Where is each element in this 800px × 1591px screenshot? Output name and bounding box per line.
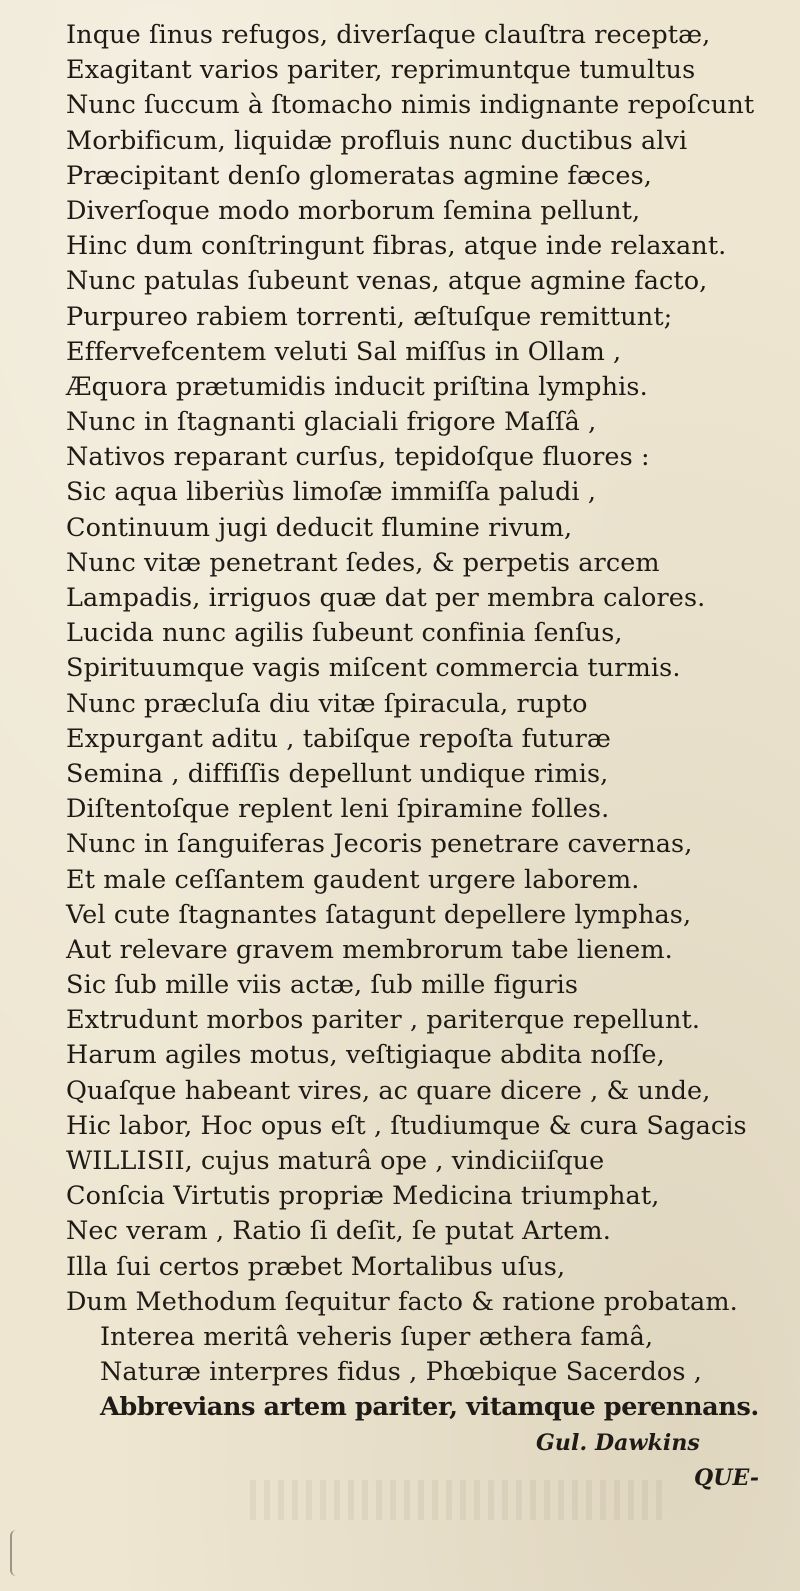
poem-line-8: Nunc patulas ſubeunt venas, atque agmine facto, (66, 266, 708, 297)
poem-line-6: Diverſoque modo morborum ſemina pellunt, (66, 195, 641, 226)
poem-line-26: Vel cute ſtagnantes ſatagunt depellere lymphas, (66, 899, 692, 930)
poem-line-17: Lampadis, irriguos quæ dat per membra calores. (66, 583, 706, 613)
poem-line-37: Dum Methodum ſequitur facto & ratione probatam. (66, 1286, 738, 1317)
poem-line-24: Nunc in ſanguiferas Jecoris penetrare cavernas, (66, 829, 693, 860)
catchword: QUE- (694, 1464, 760, 1491)
poem-text (66, 18, 786, 1496)
poem-line-9: Purpureo rabiem torrenti, æſtuſque remittunt; (66, 301, 673, 332)
poem-line-16: Nunc vitæ penetrant ſedes, & perpetis arcem (66, 547, 660, 578)
poem-line-38: Interea meritâ veheris ſuper æthera famâ, (100, 1321, 654, 1352)
poem-line-35: Nec veram , Ratio ſi deſit, ſe putat Artem. (66, 1216, 611, 1247)
poem-line-33: WILLISII, cujus maturâ ope , vindiciiſque (66, 1146, 605, 1176)
poem-line-23: Diſtentoſque replent leni ſpiramine folles. (66, 794, 610, 825)
poem-line-5: Præcipitant denſo glomeratas agmine fæces, (66, 160, 652, 191)
poem-line-21: Expurgant aditu , tabiſque repoſta futuræ (66, 723, 611, 754)
poem-line-10: Effervefcentem veluti Sal miſſus in Ollam , (66, 336, 622, 367)
poem-line-3: Nunc ſuccum à ſtomacho nimis indignante repoſcunt (66, 90, 755, 121)
poem-line-28: Sic ſub mille viis actæ, ſub mille figuris (66, 970, 579, 1001)
poem-line-25: Et male ceſſantem gaudent urgere laborem. (66, 864, 640, 895)
poem-line-36: Illa ſui certos præbet Mortalibus uſus, (66, 1251, 566, 1282)
poem-line-31: Quaſque habeant vires, ac quare dicere , & unde, (66, 1075, 711, 1106)
poem-line-12: Nunc in ſtagnanti glaciali frigore Maſſâ , (66, 407, 597, 438)
poem-line-19: Spirituumque vagis miſcent commercia turmis. (66, 653, 681, 684)
poem-line-1: Inque ſinus refugos, diverſaque clauſtra receptæ, (66, 20, 711, 50)
poem-line-7: Hinc dum conſtringunt fibras, atque inde relaxant. (66, 231, 727, 262)
poem-line-39: Naturæ interpres fidus , Phœbique Sacerdos , (100, 1357, 702, 1388)
poem-line-34: Conſcia Virtutis propriæ Medicina triumphat, (66, 1181, 660, 1212)
poem-line-14: Sic aqua liberiùs limoſæ immiſſa paludi , (66, 477, 597, 508)
poem-line-27: Aut relevare gravem membrorum tabe lienem. (66, 934, 673, 965)
poem-line-20: Nunc præcluſa diu vitæ ſpiracula, rupto (66, 688, 588, 719)
poem-line-22: Semina , diffiſſis depellunt undique rimis, (66, 758, 609, 789)
poem-line-11: Æquora prætumidis inducit priſtina lymphis. (66, 371, 648, 402)
author-signature: Gul. Dawkins (536, 1429, 700, 1456)
poem-line-18: Lucida nunc agilis ſubeunt confinia ſenſus, (66, 618, 623, 649)
poem-line-29: Extrudunt morbos pariter , pariterque repellunt. (66, 1005, 701, 1036)
margin-mark (10, 1530, 22, 1576)
poem-line-32: Hic labor, Hoc opus eſt , ſtudiumque & cura Sagacis (66, 1110, 747, 1141)
poem-line-13: Nativos reparant curſus, tepidoſque fluores : (66, 442, 650, 473)
poem-line-30: Harum agiles motus, veſtigiaque abdita noſſe, (66, 1040, 665, 1071)
poem-line-40: Abbrevians artem pariter, vitamque perennans. (100, 1392, 759, 1423)
poem-line-15: Continuum jugi deducit flumine rivum, (66, 512, 573, 543)
poem-line-2: Exagitant varios pariter, reprimuntque tumultus (66, 55, 696, 86)
poem-line-4: Morbificum, liquidæ profluis nunc ductibus alvi (66, 125, 688, 156)
